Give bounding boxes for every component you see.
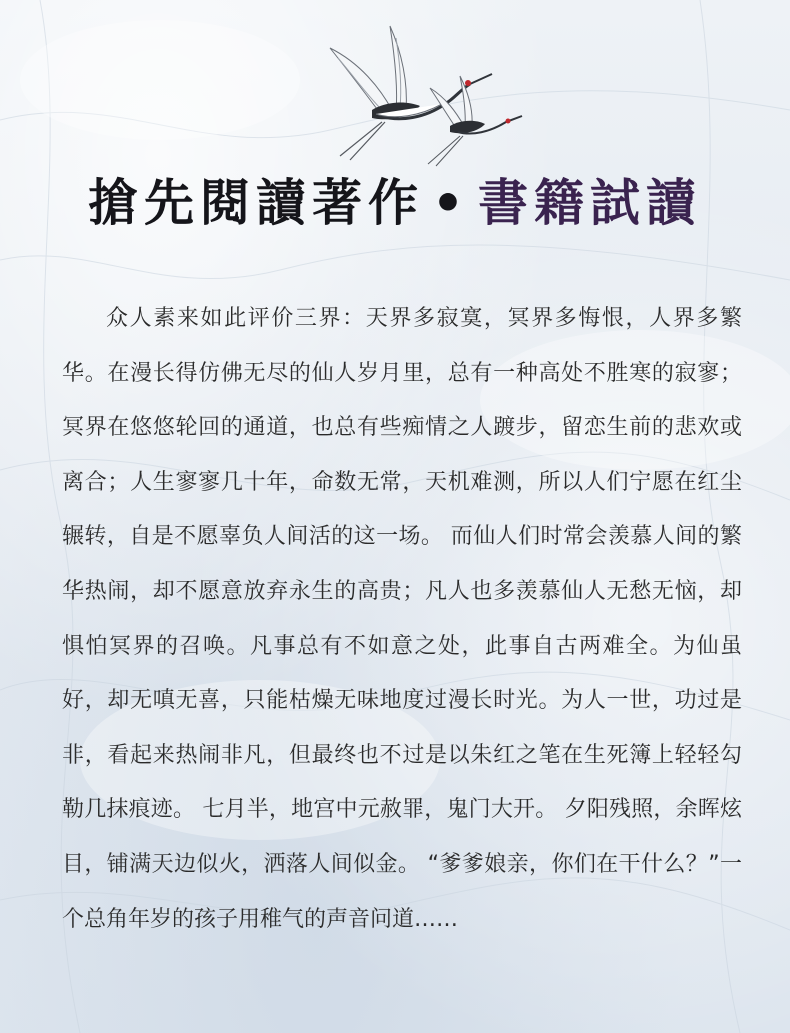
flying-cranes-icon — [310, 18, 540, 168]
title-part-2: 書籍試讀 — [477, 173, 702, 232]
excerpt-paragraph: 众人素来如此评价三界：天界多寂寞，冥界多悔恨，人界多繁华。在漫长得仿佛无尽的仙人岁月里，总有一种高处不胜寒的寂寥；冥界在悠悠轮回的通道，也总有些痴情之人踱步，留恋生前的悲欢或离合；人生寥寥几十年，命数无常，天机难测，所以人们宁愿在红尘辗转，自是不愿辜负人间活的这一场。 而仙人们时常会羡慕人间的繁华热闹，却不愿意放弃永生的高贵；凡人也多羡慕仙人无愁无恼，却惧怕冥界的召唤。凡事总有不如意之处，此事自古两难全。为仙虽好，却无嗔无喜，只能枯燥无味地度过漫长时光。为人一世，功过是非，看起来热闹非凡，但最终也不过是以朱红之笔在生死簿上轻轻勾勒几抹痕迹。 七月半，地宫中元赦罪，鬼门大开。 夕阳残照，余晖炫目，铺满天边似火，洒落人间似金。 “爹爹娘亲，你们在干什么？”一个总角年岁的孩子用稚气的声音问道…… — [62, 306, 742, 932]
crane-large — [330, 26, 492, 160]
title-part-1: 搶先閱讀著作 — [88, 173, 425, 232]
crane-small — [428, 76, 522, 166]
title-separator: • — [432, 173, 470, 232]
page-title — [0, 168, 790, 238]
excerpt-body — [62, 292, 742, 947]
